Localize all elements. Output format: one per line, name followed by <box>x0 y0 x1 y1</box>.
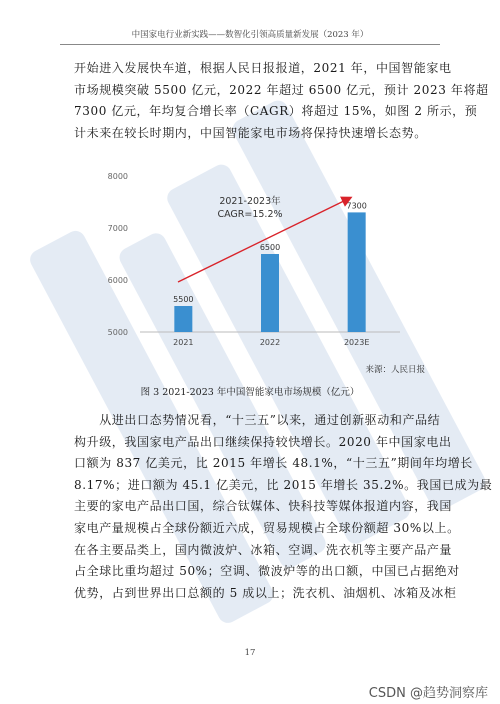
paragraph-line: 7300 亿元，年均复合增长率（CAGR）将超过 15%，如图 2 所示，预 <box>74 104 478 119</box>
paragraph-line: 家电产量规模占全球份额近六成，贸易规模占全球份额超 30%以上。 <box>74 520 460 535</box>
chart-source: 来源：人民日报 <box>365 365 425 375</box>
csdn-watermark: CSDN @趋势洞察库 <box>368 686 488 701</box>
chart-svg <box>100 162 430 352</box>
y-tick-label: 8000 <box>107 172 128 181</box>
bar-value-label: 6500 <box>259 243 281 252</box>
paragraph-line: 占全球比重均超过 50%；空调、微波炉等的出口额，中国已占据绝对 <box>74 564 460 579</box>
paragraph-line: 优势，占到世界出口总额的 5 成以上；洗衣机、油烟机、冰箱及冰柜 <box>74 585 457 600</box>
bar <box>261 254 279 332</box>
y-tick-label: 5000 <box>107 328 128 337</box>
x-tick-label: 2022 <box>259 338 281 347</box>
annotation-period: 2021-2023年 <box>219 196 281 207</box>
annotation-cagr: CAGR=15.2% <box>217 209 283 220</box>
bar-value-label: 7300 <box>346 201 367 211</box>
bar <box>174 306 192 332</box>
body-paragraph-1 <box>74 58 489 144</box>
x-tick-label: 2021 <box>173 338 194 347</box>
paragraph-line: 主要的家电产品出口国，综合钛媒体、快科技等媒体报道内容，我国 <box>74 499 453 514</box>
paragraph-line: 计未来在较长时期内，中国智能家电市场将保持快速增长态势。 <box>74 125 427 140</box>
page-number: 17 <box>244 648 256 658</box>
paragraph-line: 市场规模突破 5500 亿元，2022 年超过 6500 亿元，预计 2023 年将超 <box>74 82 489 97</box>
paragraph-line: 开始进入发展快车道，根据人民日报报道，2021 年，中国智能家电 <box>74 61 452 75</box>
paragraph-line: 从进出口态势情况看，“十三五”以来，通过创新驱动和产品结 <box>74 413 441 427</box>
figure-caption: 图 3 2021-2023 年中国智能家电市场规模（亿元） <box>140 387 360 398</box>
y-tick-label: 6000 <box>107 276 128 285</box>
bar-value-label: 5500 <box>173 295 194 304</box>
paragraph-line: 在各主要品类上，国内微波炉、冰箱、空调、洗衣机等主要产品产量 <box>74 542 453 557</box>
paragraph-line: 8.17%；进口额为 45.1 亿美元，比 2015 年增长 35.2%。我国已成为最 <box>74 477 493 492</box>
bar <box>348 212 366 332</box>
market-size-chart <box>100 162 430 377</box>
x-tick-label: 2023E <box>343 338 370 347</box>
paragraph-line: 口额为 837 亿美元，比 2015 年增长 48.1%，“十三五”期间年均增长 <box>74 456 473 471</box>
paragraph-line: 构升级，我国家电产品出口继续保持较快增长。2020 年中国家电出 <box>74 434 452 449</box>
y-tick-label: 7000 <box>107 224 128 233</box>
page-header: 中国家电行业新实践——数智化引领高质量新发展（2023 年） <box>60 28 440 45</box>
body-paragraph-2 <box>74 410 493 604</box>
